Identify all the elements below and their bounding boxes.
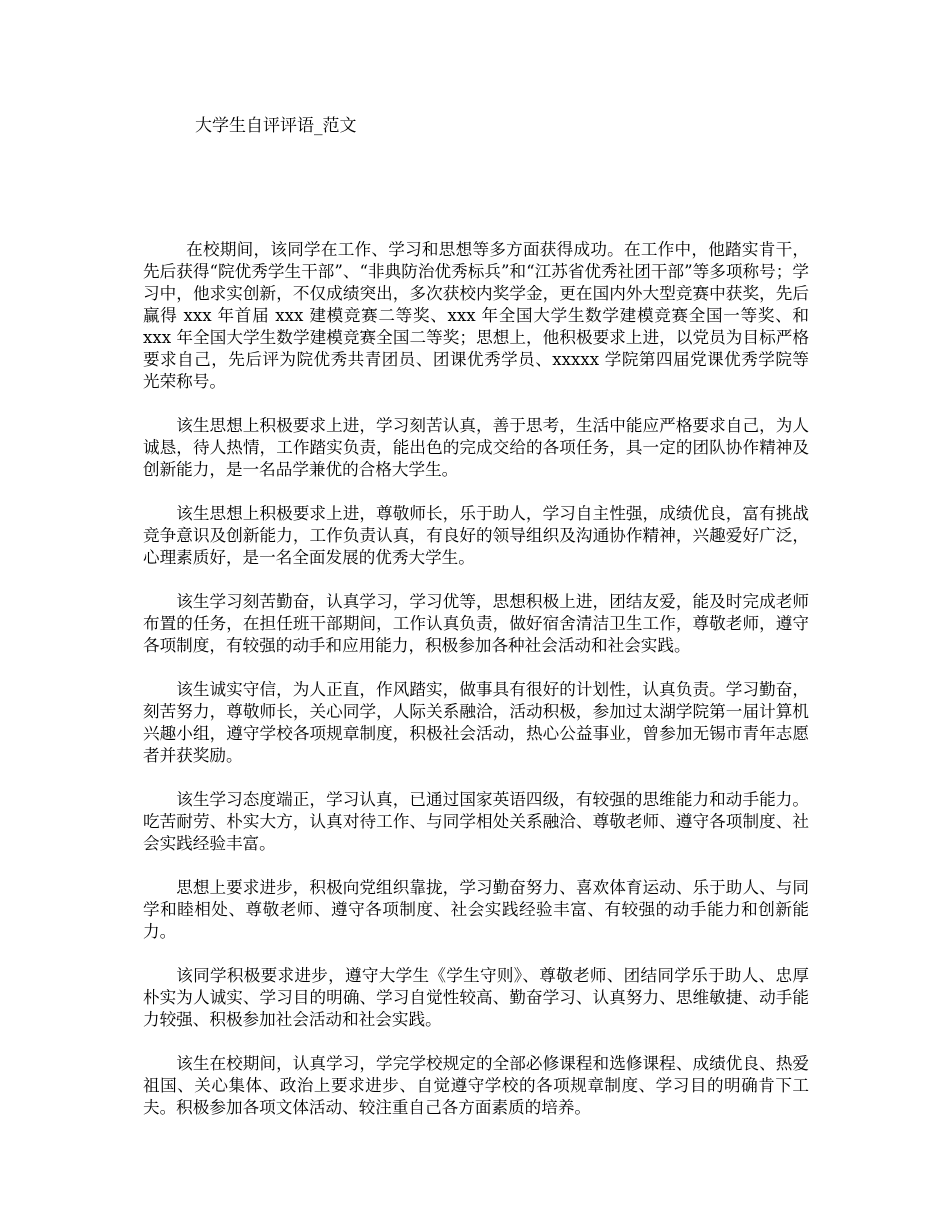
paragraph: 该生诚实守信，为人正直，作风踏实，做事具有很好的计划性，认真负责。学习勤奋，刻苦努力，尊敬师长，关心同学，人际关系融洽，活动积极，参加过太湖学院第一届计算机兴趣小组，遵守学校各项规章制度，积极社会活动，热心公益事业，曾参加无锡市青年志愿者并获奖励。 bbox=[143, 680, 809, 765]
paragraph: 该生学习刻苦勤奋，认真学习，学习优等，思想积极上进，团结友爱，能及时完成老师布置的任务，在担任班干部期间，工作认真负责，做好宿舍清洁卫生工作，尊敬老师，遵守各项制度，有较强的动手和应用能力，积极参加各种社会活动和社会实践。 bbox=[143, 592, 809, 655]
paragraph: 在校期间，该同学在工作、学习和思想等多方面获得成功。在工作中，他踏实肯干，先后获得“院优秀学生干部”、“非典防治优秀标兵”和“江苏省优秀社团干部”等多项称号；学习中，他求实创新，不仅成绩突出，多次获校内奖学金，更在国内外大型竞赛中获奖，先后赢得 xxx 年首届 xxx 建模竞赛二等奖、xxx 年全国大学生数学建模竞赛全国一等奖、和 xxx 年全国大学生数学建模竞赛全国二等奖；思想上，他积极要求上进，以党员为目标严格要求自己，先后评为院优秀共青团员、团课优秀学员、xxxxx 学院第四届党课优秀学院等光荣称号。 bbox=[143, 240, 809, 391]
paragraph: 该生思想上积极要求上进，尊敬师长，乐于助人，学习自主性强，成绩优良，富有挑战竞争意识及创新能力，工作负责认真，有良好的领导组织及沟通协作精神，兴趣爱好广泛，心理素质好，是一名全面发展的优秀大学生。 bbox=[143, 504, 809, 567]
paragraph: 该生学习态度端正，学习认真，已通过国家英语四级，有较强的思维能力和动手能力。吃苦耐劳、朴实大方，认真对待工作、与同学相处关系融洽、尊敬老师、遵守各项制度、社会实践经验丰富。 bbox=[143, 790, 809, 853]
paragraph: 思想上要求进步，积极向党组织靠拢，学习勤奋努力、喜欢体育运动、乐于助人、与同学和睦相处、尊敬老师、遵守各项制度、社会实践经验丰富、有较强的动手能力和创新能力。 bbox=[143, 878, 809, 941]
paragraph: 该同学积极要求进步，遵守大学生《学生守则》、尊敬老师、团结同学乐于助人、忠厚朴实为人诚实、学习目的明确、学习自觉性较高、勤奋学习、认真努力、思维敏捷、动手能力较强、积极参加社会活动和社会实践。 bbox=[143, 966, 809, 1029]
document-body bbox=[143, 239, 809, 1141]
document-title: 大学生自评评语_范文 bbox=[195, 116, 357, 136]
paragraph: 该生在校期间，认真学习，学完学校规定的全部必修课程和选修课程、成绩优良、热爱祖国、关心集体、政治上要求进步、自觉遵守学校的各项规章制度、学习目的明确肯下工夫。积极参加各项文体活动、较注重自己各方面素质的培养。 bbox=[143, 1054, 809, 1117]
paragraph: 该生思想上积极要求上进，学习刻苦认真，善于思考，生活中能应严格要求自己，为人诚恳，待人热情，工作踏实负责，能出色的完成交给的各项任务，具一定的团队协作精神及创新能力，是一名品学兼优的合格大学生。 bbox=[143, 416, 809, 479]
